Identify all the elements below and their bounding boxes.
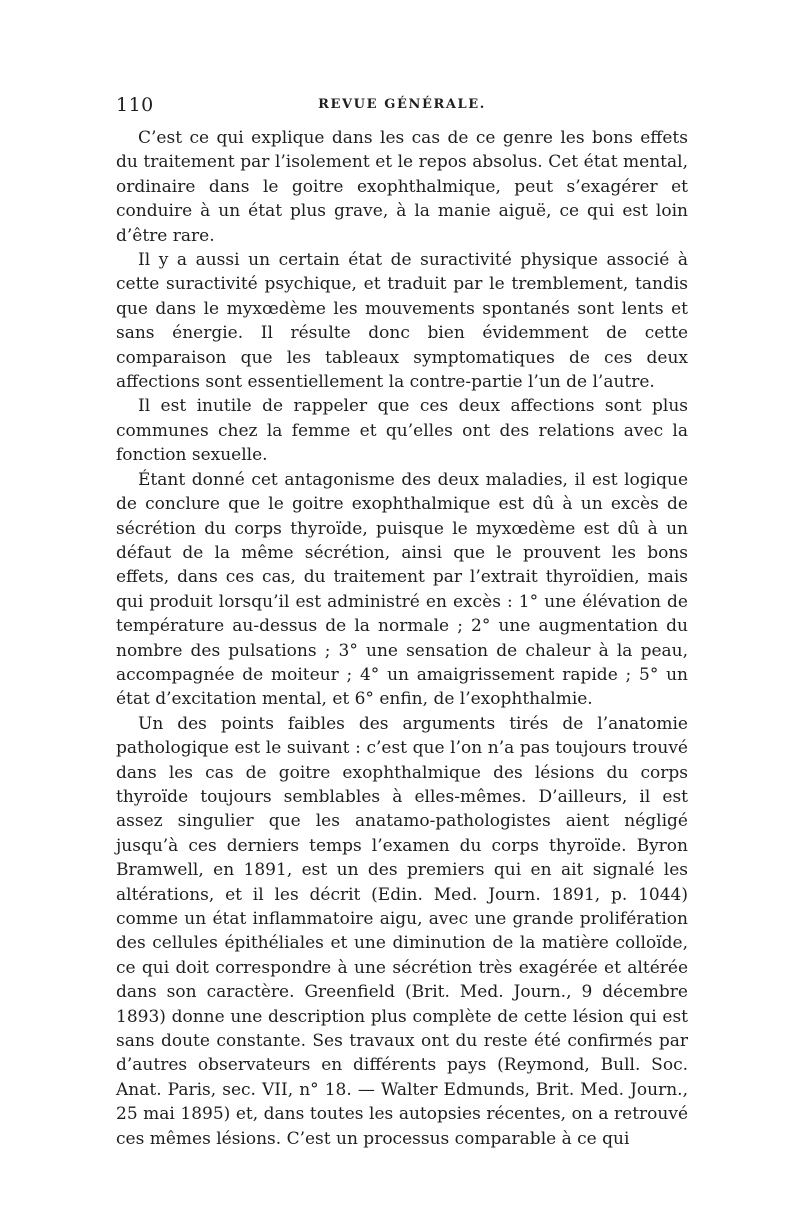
running-head — [116, 94, 688, 124]
running-title: REVUE GÉNÉRALE. — [318, 97, 486, 112]
book-page — [116, 94, 688, 1151]
paragraph: Étant donné cet antagonisme des deux maladies, il est logique de conclure que le goitre exophthalmique est dû à un excès de sécrétion du corps thyroïde, puisque le myxœdème est dû à un défaut de la même sécrétion, ainsi que le prouvent les bons effets, dans ces cas, du traitement par l’extrait thyroïdien, mais qui produit lorsqu’il est administré en excès : 1° une élévation de température au-dessus de la normale ; 2° une augmentation du nombre des pulsations ; 3° une sensation de chaleur à la peau, accompagnée de moiteur ; 4° un amaigrissement rapide ; 5° un état d’excitation mental, et 6° enfin, de l’exophthalmie. — [116, 469, 688, 710]
paragraph: C’est ce qui explique dans les cas de ce genre les bons effets du traitement par l’isolement et le repos absolus. Cet état mental, ordinaire dans le goitre exophthalmique, peut s’exagérer et conduire à un état plus grave, à la manie aiguë, ce qui est loin d’être rare. — [116, 128, 688, 246]
paragraph: Un des points faibles des arguments tirés de l’anatomie pathologique est le suivant : c’est que l’on n’a pas toujours trouvé dans les cas de goitre exophthalmique des lésions du corps thyroïde toujours semblables à elles-mêmes. D’ailleurs, il est assez singulier que les anatamo-pathologistes aient négligé jusqu’à ces derniers temps l’examen du corps thyroïde. Byron Bramwell, en 1891, est un des premiers qui en ait signalé les altérations, et il les décrit (Edin. Med. Journ. 1891, p. 1044) comme un état inflammatoire aigu, avec une grande prolifération des cellules épithéliales et une diminution de la matière colloïde, ce qui doit correspondre à une sécrétion très exagérée et altérée dans son caractère. Greenfield (Brit. Med. Journ., 9 décembre 1893) donne une description plus complète de cette lésion qui est sans doute constante. Ses travaux ont du reste été confirmés par d’autres observateurs en différents pays (Reymond, Bull. Soc. Anat. Paris, sec. VII, n° 18. — Walter Edmunds, Brit. Med. Journ., 25 mai 1895) et, dans toutes les autopsies récentes, on a retrouvé ces mêmes lésions. C’est un processus comparable à ce qui — [116, 713, 688, 1149]
paragraph: Il y a aussi un certain état de suractivité physique associé à cette suractivité psychique, et traduit par le tremblement, tandis que dans le myxœdème les mouvements spontanés sont lents et sans énergie. Il résulte donc bien évidemment de cette comparaison que les tableaux symptomatiques de ces deux affections sont essentiellement la contre-partie l’un de l’autre. — [116, 250, 688, 393]
page-number: 110 — [116, 94, 154, 116]
paragraph: Il est inutile de rappeler que ces deux affections sont plus communes chez la femme et qu’elles ont des relations avec la fonction sexuelle. — [116, 396, 688, 466]
body-text — [116, 126, 688, 1151]
